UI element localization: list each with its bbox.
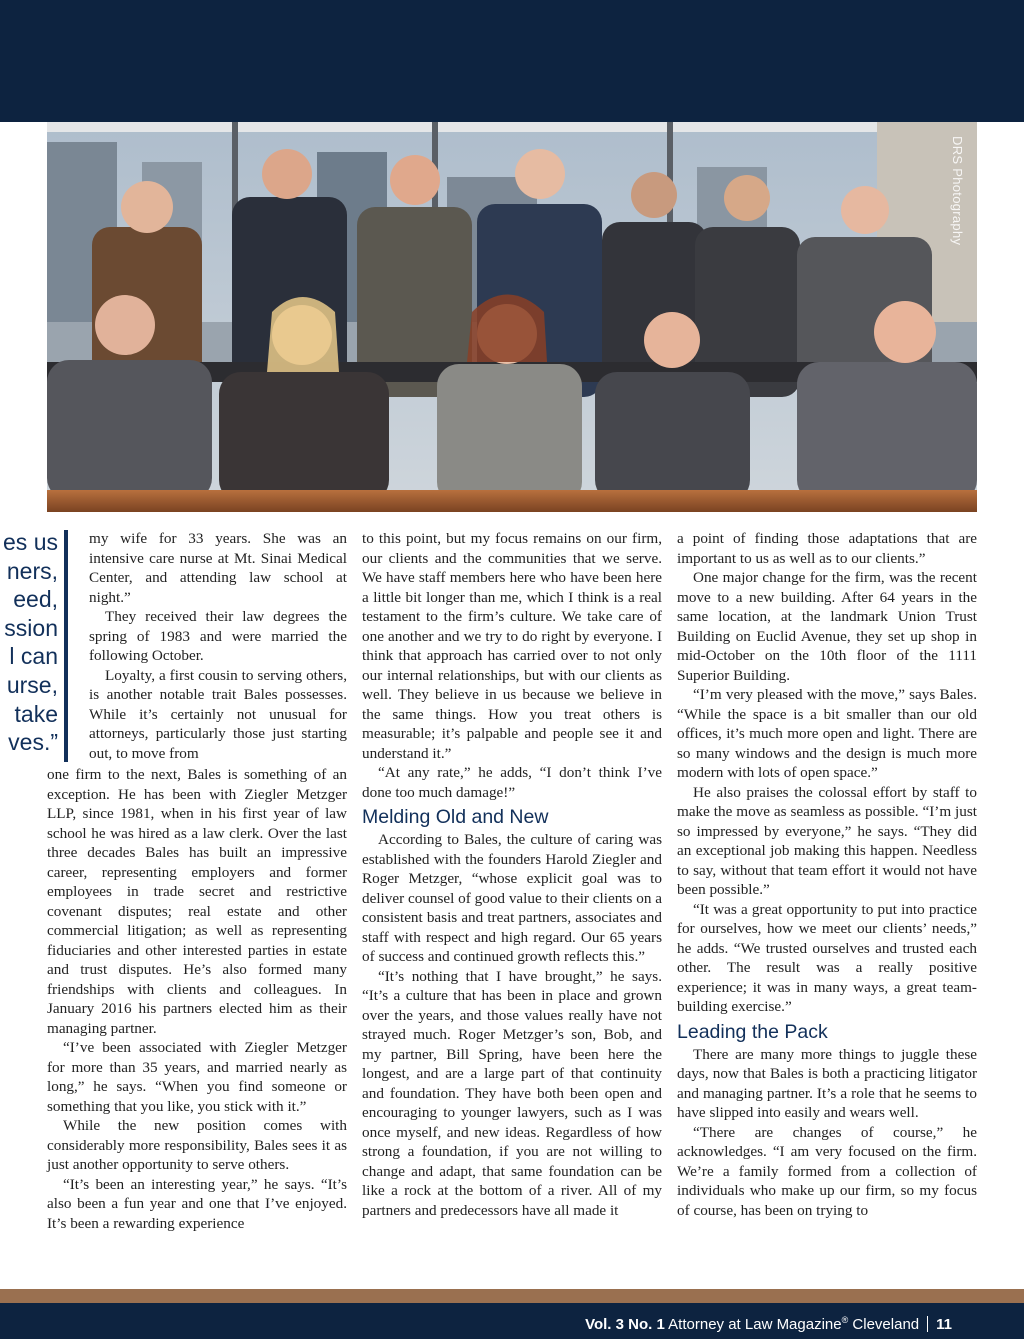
- column-2: [362, 529, 662, 1220]
- paragraph: to this point, but my focus remains on our firm, our clients and the communities that we serve. We have staff members here who have been here a little bit longer than me, which I think is a real testament to the firm’s culture. We take care of one another and we try to do right by everyone. I think that approach has carried over to not only our internal relationships, but with our clients as well. They believe in us because we believe in the same things. How you treat others is measurable; it’s palpable and people see it and understand it.”: [362, 530, 662, 762]
- footer-registered-mark: ®: [841, 1315, 849, 1325]
- pull-quote: [0, 528, 58, 764]
- header-band: [0, 0, 1024, 122]
- paragraph: “I’m very pleased with the move,” says Bales. “While the space is a bit smaller than our old offices, it’s much more open and light. There are so many windows and the design is much more modern with lots of open space.”: [677, 686, 977, 781]
- footer-folio: [585, 1305, 952, 1335]
- pull-quote-rule: [64, 530, 68, 762]
- paragraph: “It was a great opportunity to put into practice for ourselves, how we meet our clients’ needs,” he adds. “We trusted ourselves and trusted each other. The result was a really positive experience; it was in many ways, a great team-building exercise.”: [677, 900, 977, 1015]
- photo-credit: DRS Photography: [950, 136, 965, 246]
- page-number: 11: [936, 1316, 952, 1333]
- paragraph: They received their law degrees the spring of 1983 and were married the following October.: [89, 608, 347, 664]
- section-heading: Leading the Pack: [677, 1020, 828, 1043]
- paragraph: Loyalty, a first cousin to serving others, is another notable trait Bales possesses. While it’s certainly not unusual for attorneys, particularly those just starting out, to move from: [89, 666, 347, 762]
- column-1-top: [89, 529, 347, 763]
- pull-quote-text: es us ners, eed, ssion l can urse, take ves.”: [3, 529, 58, 756]
- paragraph: my wife for 33 years. She was an intensive care nurse at Mt. Sinai Medical Center, and attending law school at night.”: [89, 530, 347, 606]
- paragraph: There are many more things to juggle these days, now that Bales is both a practicing litigator and managing partner. It’s a role that he seems to have slipped into easily and wears well.: [677, 1045, 977, 1121]
- footer-issue: Vol. 3 No. 1: [585, 1316, 665, 1333]
- paragraph: a point of finding those adaptations that are important to us as well as to our clients.”: [677, 530, 977, 567]
- paragraph: “It’s been an interesting year,” he says. “It’s also been a fun year and one that I’ve enjoyed. It’s been a rewarding experience: [47, 1175, 347, 1232]
- footer-city: Cleveland: [852, 1316, 920, 1333]
- column-3: [677, 529, 977, 1220]
- paragraph: “It’s nothing that I have brought,” he says. “It’s a culture that has been in place and grown over the years, and those values really have not strayed much. Roger Metzger’s son, Bob, and my partner, Bill Spring, have been here the longest, and are a large part of that continuity and foundation. They have both been open and encouraging to younger lawyers, such as I was once myself, and new ideas. Regardless of how strong a foundation, if you are not willing to change and adapt, that same foundation can be like a rock at the bottom of a river. All of my partners and predecessors have all made it: [362, 967, 662, 1219]
- paragraph: one firm to the next, Bales is something of an exception. He has been with Ziegler Metzger LLP, since 1981, when in his first year of law school he was hired as a law clerk. Over the last three decades Bales has built an impressive career, representing employers and former employees in trade secret and restrictive covenant disputes; real estate and other commercial litigation; as well as representing fiduciaries and other interested parties in estate and trust disputes. He’s also formed many friendships with clients and colleagues. In January 2016 his partners elected him as their managing partner.: [47, 766, 347, 1037]
- paragraph: According to Bales, the culture of caring was established with the founders Harold Ziegler and Roger Metzger, “whose explicit goal was to deliver counsel of good value to their clients on a consistent basis and treat partners, associates and staff with respect and high regard. Our 65 years of success and continued growth reflects this.”: [362, 831, 662, 965]
- paragraph: “At any rate,” he adds, “I don’t think I’ve done too much damage!”: [362, 764, 662, 801]
- paragraph: “There are changes of course,” he acknowledges. “I am very focused on the firm. We’re a family formed from a collection of individuals who make up our firm, so my focus of course, has been on trying to: [677, 1123, 977, 1219]
- paragraph: While the new position comes with considerably more responsibility, Bales sees it as just another opportunity to serve others.: [47, 1117, 347, 1173]
- paragraph: “I’ve been associated with Ziegler Metzger for more than 35 years, and married nearly as long,” he says. “When you find someone or something that you like, you stick with it.”: [47, 1039, 347, 1115]
- section-heading: Melding Old and New: [362, 806, 549, 828]
- group-photo: [47, 122, 977, 512]
- footer-separator: [927, 1316, 928, 1332]
- footer-accent-bar: [0, 1289, 1024, 1303]
- paragraph: He also praises the colossal effort by staff to make the move as seamless as possible. “I’m just so impressed by everyone,” he says. “They did an exceptional job making this happen. Needless to say, without that team effort it would not have been possible.”: [677, 783, 977, 898]
- group-photo-illustration: [47, 122, 977, 512]
- footer-magazine: Attorney at Law Magazine: [668, 1316, 842, 1333]
- paragraph: One major change for the firm, was the recent move to a new building. After 64 years in the same location, at the landmark Union Trust Building on Euclid Avenue, they set up shop in mid-October on the 10th floor of the 1111 Superior Building.: [677, 569, 977, 684]
- column-1-bottom: [47, 765, 347, 1233]
